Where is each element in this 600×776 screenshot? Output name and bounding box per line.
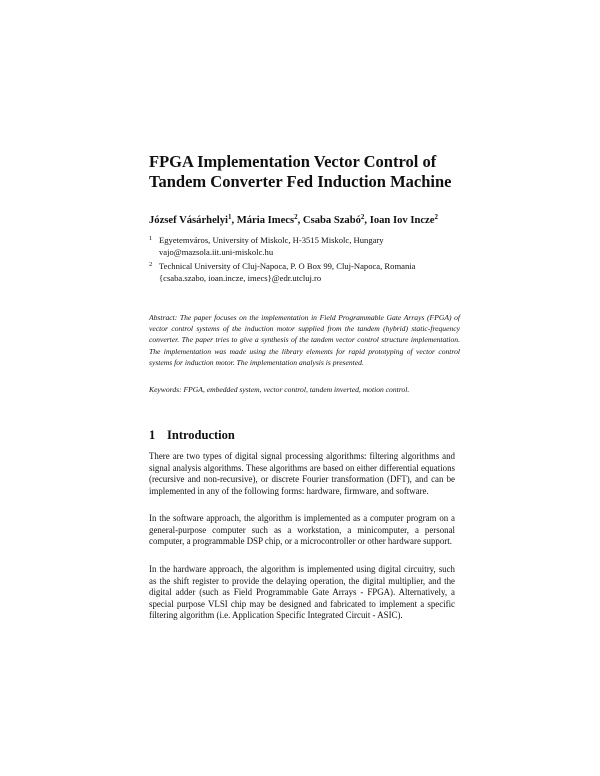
body-paragraph: In the hardware approach, the algorithm is implemented using digital circuitry, such as the shift register to provide the delaying operation, the digital multiplier, and the digital adder (such as Field Programmable Gate Arrays - FPGA). Alternatively, a special purpose VLSI chip may be designed and fabricated to implement a specific filtering algorithm (i.e. Application Specific Integrated Circuit - ASIC). bbox=[149, 564, 455, 621]
section-title: Introduction bbox=[167, 428, 235, 442]
author-separator: , bbox=[364, 215, 370, 226]
author-name: Csaba Szabó bbox=[302, 215, 361, 226]
affiliation-number: 1 bbox=[149, 235, 153, 242]
affiliation-email: {csaba.szabo, ioan.incze, imecs}@edr.utcluj.ro bbox=[159, 272, 322, 283]
author-affiliation-mark: 2 bbox=[360, 213, 365, 221]
author-affiliation-mark: 2 bbox=[294, 213, 298, 221]
author-name: Ioan Iov Incze bbox=[369, 215, 435, 226]
affiliation-list bbox=[149, 235, 479, 287]
author-affiliation-mark: 2 bbox=[434, 213, 438, 221]
author-name: József Vásárhelyi bbox=[149, 215, 228, 226]
affiliation-address: Technical University of Cluj-Napoca, P. O Box 99, Cluj-Napoca, Romania bbox=[159, 261, 416, 271]
body-paragraph: There are two types of digital signal processing algorithms: filtering algorithms and signal analysis algorithms. These algorithms are based on either differential equations (recursive and non-recursive), or discrete Fourier transformation (DFT), and can be implemented in any of the following forms: hardware, firmware, and software. bbox=[149, 451, 455, 496]
body-paragraph: In the software approach, the algorithm is implemented as a computer program on a general-purpose computer such as a workstation, a minicomputer, a personal computer, a programmable DSP chip, or a microcontroller or other hardware support. bbox=[149, 513, 455, 547]
title-line-1: FPGA Implementation Vector Control of bbox=[149, 152, 437, 171]
title-line-2: Tandem Converter Fed Induction Machine bbox=[149, 172, 452, 191]
paper-title bbox=[149, 152, 469, 192]
author-separator: , bbox=[297, 215, 303, 226]
affiliation bbox=[149, 261, 479, 284]
author-name: Mária Imecs bbox=[236, 215, 295, 226]
affiliation-number: 2 bbox=[149, 261, 153, 268]
affiliation-address: Egyetemváros, University of Miskolc, H-3515 Miskolc, Hungary bbox=[159, 235, 384, 245]
author-affiliation-mark: 1 bbox=[227, 213, 232, 221]
keywords: Keywords: FPGA, embedded system, vector control, tandem inverted, motion control. bbox=[149, 385, 410, 394]
author-separator: , bbox=[231, 215, 237, 226]
author-list bbox=[149, 214, 469, 227]
section-number: 1 bbox=[149, 428, 156, 442]
abstract: Abstract: The paper focuses on the implementation in Field Programmable Gate Arrays (FPGA) of vector control systems of the induction motor supplied from the tandem (hybrid) static-frequency converter. The paper tries to give a synthesis of the tandem vector control structure implementation. The implementation was made using the library elements for rapid prototyping of vector control systems for induction motor. The implementation analysis is presented. bbox=[149, 313, 460, 367]
affiliation bbox=[149, 235, 479, 258]
affiliation-email: vajo@mazsola.iit.uni-miskolc.hu bbox=[159, 246, 274, 257]
section-heading bbox=[149, 427, 469, 443]
